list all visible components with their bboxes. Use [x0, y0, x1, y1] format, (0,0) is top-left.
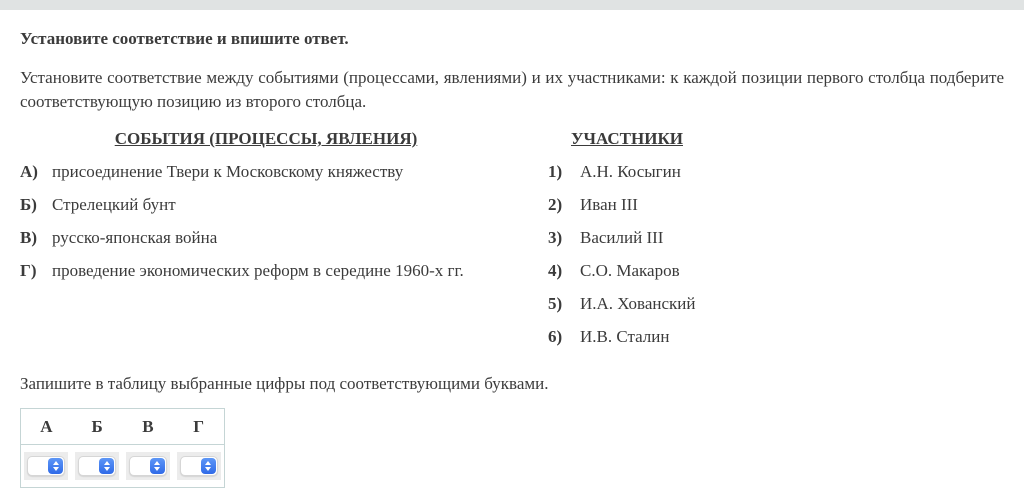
select-wrapper	[75, 452, 119, 480]
answer-table-header	[21, 409, 224, 445]
answer-cell-v	[123, 452, 174, 480]
answer-select-b[interactable]	[78, 456, 116, 476]
events-header: СОБЫТИЯ (ПРОЦЕССЫ, ЯВЛЕНИЯ)	[114, 129, 418, 148]
participant-item-3	[548, 227, 706, 248]
participant-name: И.А. Хованский	[580, 294, 696, 313]
participant-number: 5)	[548, 294, 563, 313]
stepper-icon[interactable]	[201, 458, 216, 474]
event-item-v	[20, 227, 512, 248]
event-label: В)	[20, 228, 37, 247]
participant-name: Иван III	[580, 195, 638, 214]
answer-cell-b	[72, 452, 123, 480]
answer-column-a: А	[40, 417, 53, 436]
participant-name: С.О. Макаров	[580, 261, 680, 280]
answer-cell-a	[21, 452, 72, 480]
participant-item-1	[548, 161, 706, 182]
participant-item-5	[548, 293, 706, 314]
event-label: Г)	[20, 261, 37, 280]
events-column	[20, 128, 512, 293]
participant-name: И.В. Сталин	[580, 327, 670, 346]
event-text: присоединение Твери к Московскому княжеству	[52, 162, 404, 181]
answer-table-inputs-row	[21, 445, 224, 487]
participant-number: 3)	[548, 228, 563, 247]
participant-item-6	[548, 326, 706, 347]
answer-note: Запишите в таблицу выбранные цифры под соответствующими буквами.	[20, 374, 549, 393]
top-bar	[0, 0, 1024, 10]
event-text: Стрелецкий бунт	[52, 195, 176, 214]
participant-name: А.Н. Косыгин	[580, 162, 681, 181]
participant-item-4	[548, 260, 706, 281]
select-wrapper	[177, 452, 221, 480]
participant-number: 6)	[548, 327, 563, 346]
stepper-icon[interactable]	[150, 458, 165, 474]
answer-column-v: В	[142, 417, 154, 436]
select-wrapper	[24, 452, 68, 480]
event-item-a	[20, 161, 512, 182]
answer-select-v[interactable]	[129, 456, 167, 476]
participants-column	[548, 128, 706, 359]
answer-column-g: Г	[193, 417, 205, 436]
event-item-g	[20, 260, 512, 281]
participant-name: Василий III	[580, 228, 664, 247]
answer-select-a[interactable]	[27, 456, 65, 476]
answer-column-b: Б	[91, 417, 103, 436]
participant-number: 1)	[548, 162, 563, 181]
event-text: русско-японская война	[52, 228, 218, 247]
participant-item-2	[548, 194, 706, 215]
answer-select-g[interactable]	[180, 456, 218, 476]
select-wrapper	[126, 452, 170, 480]
participants-header: УЧАСТНИКИ	[571, 129, 683, 148]
answer-cell-g	[173, 452, 224, 480]
event-label: Б)	[20, 195, 37, 214]
stepper-icon[interactable]	[48, 458, 63, 474]
matching-columns	[20, 128, 1004, 359]
task-page	[0, 10, 1024, 488]
stepper-icon[interactable]	[99, 458, 114, 474]
answer-table	[20, 408, 225, 488]
event-text: проведение экономических реформ в середине 1960-х гг.	[52, 261, 464, 280]
event-label: А)	[20, 162, 38, 181]
event-item-b	[20, 194, 512, 215]
task-instruction: Установите соответствие между событиями (процессами, явлениями) и их участниками: к каждой позиции первого столбца подберите соответствующую позицию из второго столбца.	[20, 68, 1004, 111]
participant-number: 4)	[548, 261, 563, 280]
participant-number: 2)	[548, 195, 563, 214]
page-title: Установите соответствие и впишите ответ.	[20, 29, 349, 48]
